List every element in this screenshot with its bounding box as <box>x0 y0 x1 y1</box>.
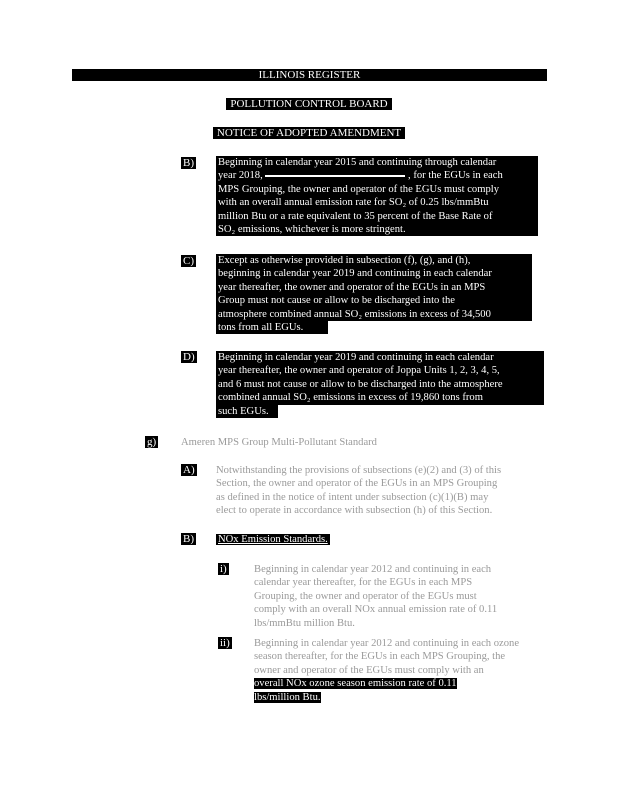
item-b-line: Beginning in calendar year 2015 and continuing through calendar <box>216 156 538 169</box>
item-ii-paragraph <box>254 637 546 704</box>
item-d-line: year thereafter, the owner and operator of Joppa Units 1, 2, 3, 4, 5, <box>216 364 544 377</box>
item-c-line: Except as otherwise provided in subsection (f), (g), and (h), <box>216 254 532 267</box>
item-g-label <box>145 436 158 448</box>
item-c-line: beginning in calendar year 2019 and continuing in each calendar <box>216 267 532 280</box>
item-ii-line: season thereafter, for the EGUs in each MPS Grouping, the <box>254 651 506 663</box>
board-title-text: POLLUTION CONTROL BOARD <box>226 98 391 110</box>
item-b-line-end: , for the EGUs in each <box>408 170 503 182</box>
item-c-label <box>181 255 196 267</box>
item-g-b-heading-text: NOx Emission Standards. <box>218 534 328 545</box>
notice-title-text: NOTICE OF ADOPTED AMENDMENT <box>213 127 405 139</box>
item-c-line: atmosphere combined annual SO₂ emissions in excess of 34,500 <box>216 308 532 321</box>
item-g-b-label <box>181 533 196 545</box>
item-ii-line: Beginning in calendar year 2012 and continuing in each ozone <box>254 638 520 649</box>
item-b-paragraph <box>216 156 538 236</box>
item-i-paragraph <box>254 563 546 630</box>
item-i-line: comply with an overall NOx annual emission rate of 0.11 <box>254 604 498 616</box>
item-b-label <box>181 157 196 169</box>
board-title <box>0 98 618 110</box>
item-ii-line-highlight <box>254 677 546 690</box>
item-g-label-text: g) <box>147 436 157 448</box>
item-d-line: such EGUs. <box>216 405 278 418</box>
item-ii-label-text: ii) <box>220 637 230 649</box>
item-i-line: Beginning in calendar year 2012 and continuing in each <box>254 564 492 575</box>
item-g-heading <box>181 436 377 449</box>
item-b-line-redacted <box>216 169 538 182</box>
item-b-line: SO₂ emissions, whichever is more stringent. <box>216 223 538 236</box>
item-c-paragraph <box>216 254 532 334</box>
item-c-line: year thereafter, the owner and operator of the EGUs in an MPS <box>216 281 532 294</box>
item-b-line: with an overall annual emission rate for SO₂ of 0.25 lbs/mmBtu <box>216 196 538 209</box>
item-g-a-label <box>181 464 197 476</box>
item-ii-label <box>218 637 232 649</box>
item-ii-line-text: overall NOx ozone season emission rate of 0.11 <box>254 678 457 690</box>
item-d-label <box>181 351 197 363</box>
item-g-b-heading <box>216 533 330 546</box>
item-g-a-label-text: A) <box>183 464 195 476</box>
item-d-line: Beginning in calendar year 2019 and continuing in each calendar <box>216 351 544 364</box>
item-d-label-text: D) <box>183 351 195 363</box>
item-g-a-line: as defined in the notice of intent under subsection (c)(1)(B) may <box>216 491 489 503</box>
item-g-a-line: Section, the owner and operator of the EGUs in an MPS Grouping <box>216 478 498 490</box>
item-ii-line: owner and operator of the EGUs must comply with an <box>254 664 484 676</box>
item-d-paragraph <box>216 351 544 418</box>
item-d-line: and 6 must not cause or allow to be discharged into the atmosphere <box>216 378 544 391</box>
item-c-label-text: C) <box>183 255 194 267</box>
item-i-line: lbs/mmBtu million Btu. <box>254 617 355 629</box>
item-b-line-start: year 2018, <box>218 170 263 182</box>
item-g-a-paragraph <box>216 464 546 518</box>
redaction-mark <box>265 175 405 177</box>
item-i-label <box>218 563 229 575</box>
item-g-b-label-text: B) <box>183 533 194 545</box>
item-b-line: MPS Grouping, the owner and operator of the EGUs must comply <box>216 183 538 196</box>
notice-title <box>0 127 618 139</box>
item-c-line: tons from all EGUs. <box>216 321 328 334</box>
item-g-a-line: elect to operate in accordance with subsection (h) of this Section. <box>216 505 493 517</box>
item-g-a-line: Notwithstanding the provisions of subsections (e)(2) and (3) of this <box>216 465 502 476</box>
item-d-line: combined annual SO₂ emissions in excess of 19,860 tons from <box>216 391 544 404</box>
item-c-line: Group must not cause or allow to be discharged into the <box>216 294 532 307</box>
item-b-label-text: B) <box>183 157 194 169</box>
item-ii-line-text: lbs/million Btu. <box>254 691 321 703</box>
item-b-line: million Btu or a rate equivalent to 35 percent of the Base Rate of <box>216 210 538 223</box>
item-ii-line-highlight <box>254 691 546 704</box>
item-i-line: Grouping, the owner and operator of the EGUs must <box>254 590 477 602</box>
item-i-line: calendar year thereafter, for the EGUs in each MPS <box>254 577 473 589</box>
item-g-heading-text: Ameren MPS Group Multi-Pollutant Standard <box>181 437 377 448</box>
register-title: ILLINOIS REGISTER <box>72 69 547 81</box>
item-i-label-text: i) <box>220 563 227 575</box>
